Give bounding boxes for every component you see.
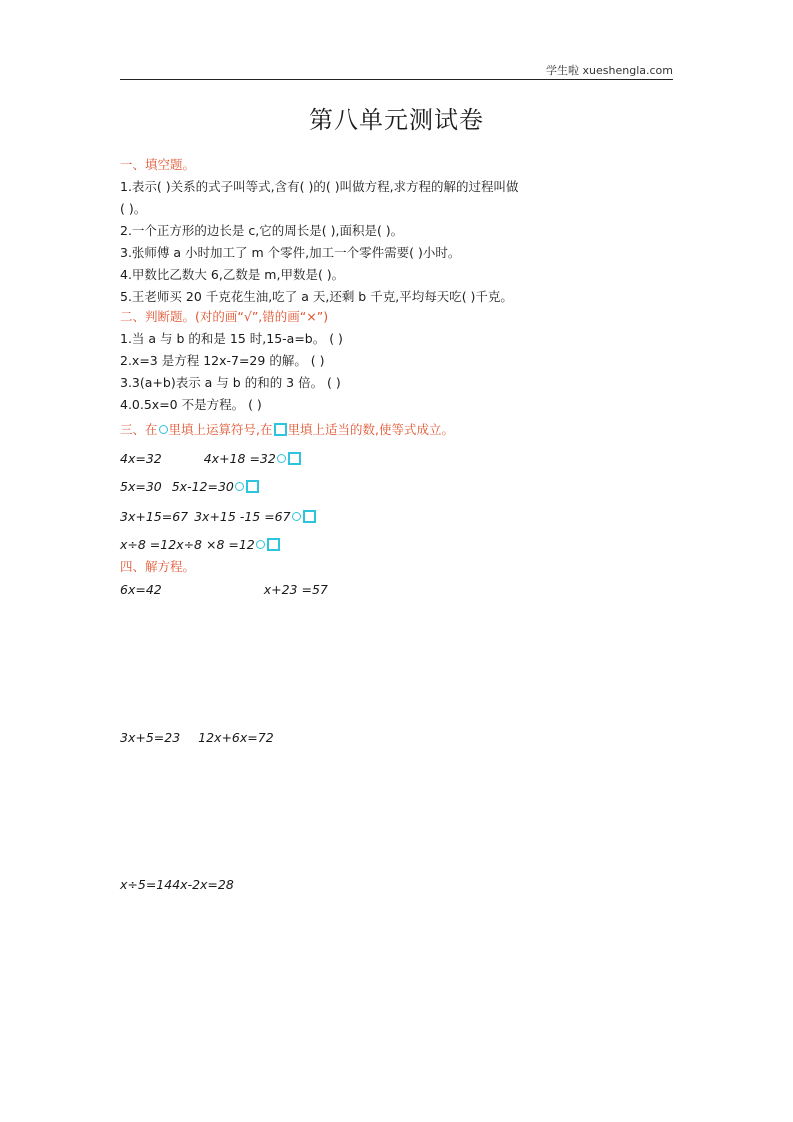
row-left-equation: 5x=30 bbox=[120, 479, 162, 494]
equation-row-3 bbox=[120, 877, 234, 893]
row-right-equation: 5x-12=30 bbox=[171, 479, 234, 494]
question-1-4: 4.甲数比乙数大 6,乙数是 m,甲数是( )。 bbox=[120, 267, 345, 282]
operator-row-1 bbox=[120, 451, 302, 467]
operator-row-2 bbox=[120, 479, 260, 495]
question-2-1: 1.当 a 与 b 的和是 15 时,15-a=b。 ( ) bbox=[120, 331, 343, 346]
question-1-1-line1: 1.表示( )关系的式子叫等式,含有( )的( )叫做方程,求方程的解的过程叫做 bbox=[120, 179, 519, 194]
number-square-blank bbox=[303, 510, 316, 523]
row-left-equation: x÷8 =12 bbox=[120, 537, 177, 552]
question-2-2: 2.x=3 是方程 12x-7=29 的解。 ( ) bbox=[120, 353, 325, 368]
equation-row-1 bbox=[120, 582, 328, 598]
section-heading-solve-equations: 四、解方程。 bbox=[120, 559, 196, 574]
equation-right: x+23 =57 bbox=[263, 582, 328, 597]
number-square-blank bbox=[288, 452, 301, 465]
square-icon bbox=[274, 423, 287, 436]
operator-circle-blank bbox=[292, 512, 301, 521]
heading-part-b: 里填上运算符号,在 bbox=[168, 422, 273, 437]
page-title: 第八单元测试卷 bbox=[309, 106, 484, 134]
row-right-equation: 3x+15 -15 =67 bbox=[194, 509, 291, 524]
section-heading-true-false: 二、判断题。(对的画“√”,错的画“×”) bbox=[120, 309, 329, 324]
equation-left: x÷5=14 bbox=[120, 877, 173, 892]
number-square-blank bbox=[246, 480, 259, 493]
equation-left: 6x=42 bbox=[120, 582, 162, 597]
question-1-5: 5.王老师买 20 千克花生油,吃了 a 天,还剩 b 千克,平均每天吃( )千克。 bbox=[120, 289, 513, 304]
equation-left: 3x+5=23 bbox=[120, 730, 181, 745]
row-right-equation: x÷8 ×8 =12 bbox=[176, 537, 255, 552]
operator-circle-blank bbox=[235, 482, 244, 491]
question-2-3: 3.3(a+b)表示 a 与 b 的和的 3 倍。 ( ) bbox=[120, 375, 341, 390]
question-1-1-line2: ( )。 bbox=[120, 201, 147, 216]
row-right-equation: 4x+18 =32 bbox=[203, 451, 276, 466]
question-2-4: 4.0.5x=0 不是方程。 ( ) bbox=[120, 397, 262, 412]
question-1-3: 3.张师傅 a 小时加工了 m 个零件,加工一个零件需要( )小时。 bbox=[120, 245, 461, 260]
equation-right: 12x+6x=72 bbox=[198, 730, 274, 745]
operator-row-3 bbox=[120, 509, 317, 525]
row-left-equation: 3x+15=67 bbox=[120, 509, 189, 524]
circle-icon bbox=[159, 425, 168, 434]
number-square-blank bbox=[267, 538, 280, 551]
section-heading-fill-blanks: 一、填空题。 bbox=[120, 157, 196, 172]
question-1-2: 2.一个正方形的边长是 c,它的周长是( ),面积是( )。 bbox=[120, 223, 404, 238]
section-heading-fill-operators bbox=[120, 422, 454, 438]
watermark: 学生啦 xueshengla.com bbox=[546, 64, 673, 77]
equation-row-2 bbox=[120, 730, 274, 746]
heading-part-a: 三、在 bbox=[120, 422, 158, 437]
header-rule bbox=[120, 79, 673, 80]
equation-right: 4x-2x=28 bbox=[172, 877, 234, 892]
operator-circle-blank bbox=[277, 454, 286, 463]
operator-row-4 bbox=[120, 537, 281, 553]
operator-circle-blank bbox=[256, 540, 265, 549]
heading-part-c: 里填上适当的数,使等式成立。 bbox=[287, 422, 454, 437]
row-left-equation: 4x=32 bbox=[120, 451, 162, 466]
